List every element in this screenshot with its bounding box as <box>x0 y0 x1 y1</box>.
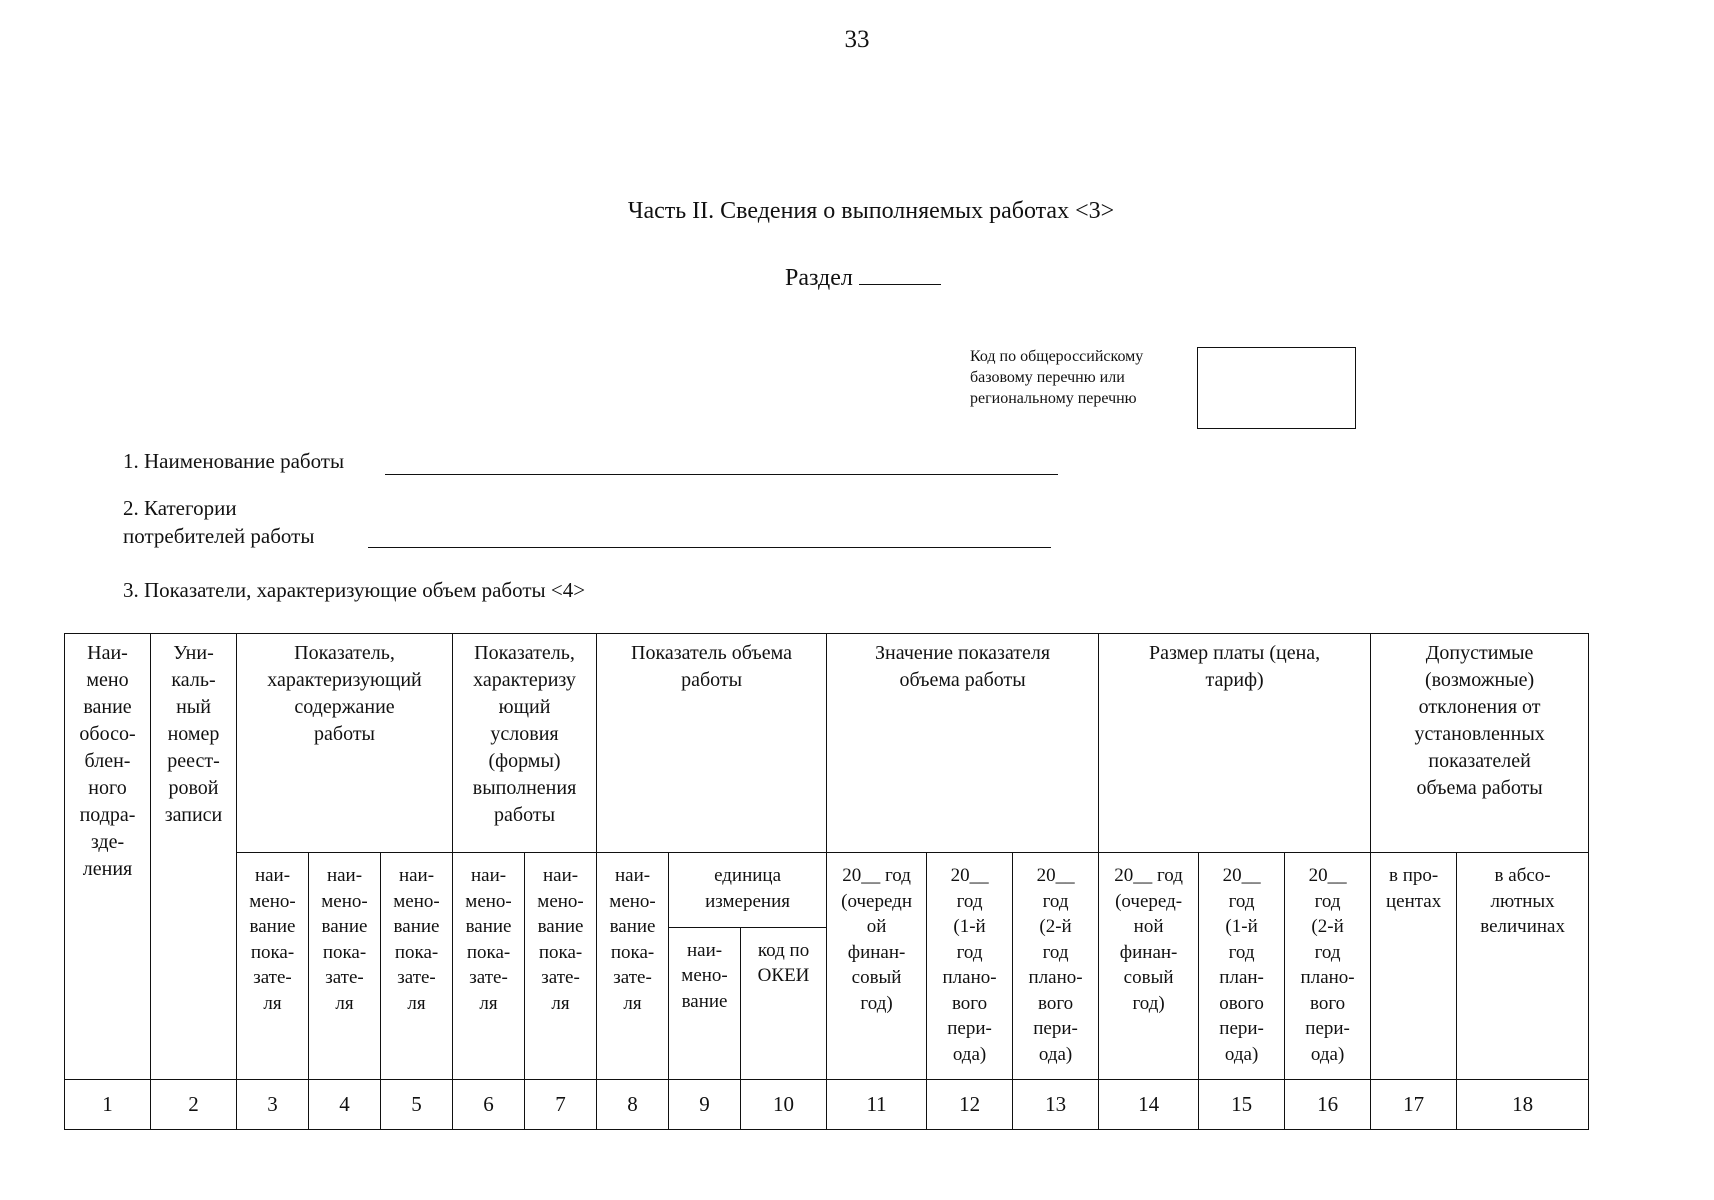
header-fee-amount: Размер платы (цена, тариф) <box>1099 634 1371 853</box>
code-label-line: Код по общероссийскому <box>970 348 1144 365</box>
header-indicator-name: наи- мено- вание пока- зате- ля <box>453 853 525 1079</box>
header-registry-number: Уни- каль- ный номер реест- ровой записи <box>151 634 237 1080</box>
code-box[interactable] <box>1197 347 1356 429</box>
part-title: Часть II. Сведения о выполняемых работах <3> <box>627 198 1115 224</box>
consumer-categories-label: 2. Категории <box>123 496 237 520</box>
header-indicator-name: наи- мено- вание пока- зате- ля <box>237 853 309 1079</box>
header-indicator-name: наи- мено- вание пока- зате- ля <box>597 853 669 1079</box>
header-unit-name: наи- мено- вание <box>669 927 741 1079</box>
column-number: 7 <box>525 1079 597 1129</box>
header-fee-year-plan2: 20__ год (2-й год плано- вого пери- ода) <box>1285 853 1371 1079</box>
column-number: 1 <box>65 1079 151 1129</box>
column-number: 15 <box>1199 1079 1285 1129</box>
header-indicator-name: наи- мено- вание пока- зате- ля <box>525 853 597 1079</box>
column-number: 18 <box>1457 1079 1589 1129</box>
header-deviation-absolute: в абсо- лютных величинах <box>1457 853 1589 1079</box>
column-number: 8 <box>597 1079 669 1129</box>
work-name-label: 1. Наименование работы <box>123 449 345 473</box>
code-label-line: базовому перечню или <box>970 369 1125 386</box>
column-number: 10 <box>741 1079 827 1129</box>
consumer-categories-field[interactable] <box>368 547 1051 548</box>
code-label <box>970 346 1190 409</box>
column-number: 12 <box>927 1079 1013 1129</box>
header-fee-year-plan1: 20__ год (1-й год план- ового пери- ода) <box>1199 853 1285 1079</box>
header-fee-year-current: 20__ год (очеред- ной финан- совый год) <box>1099 853 1199 1079</box>
consumer-categories-label-2: потребителей работы <box>123 524 315 548</box>
header-indicator-value: Значение показателя объема работы <box>827 634 1099 853</box>
header-allowed-deviations: Допустимые (возможные) отклонения от установленных показателей объема работы <box>1371 634 1589 853</box>
header-volume-indicator: Показатель объема работы <box>597 634 827 853</box>
column-number: 2 <box>151 1079 237 1129</box>
section-number-blank[interactable] <box>859 264 941 285</box>
column-number: 16 <box>1285 1079 1371 1129</box>
work-name-field[interactable] <box>385 474 1058 475</box>
section-label: Раздел <box>785 265 853 291</box>
header-value-year-current: 20__ год (очередн ой финан- совый год) <box>827 853 927 1079</box>
code-label-line: региональному перечню <box>970 390 1137 407</box>
column-number: 4 <box>309 1079 381 1129</box>
volume-indicators-table <box>64 633 1589 1130</box>
header-division-name: Наи- мено вание обосо- блен- ного подра- зде- ления <box>65 634 151 1080</box>
column-number: 6 <box>453 1079 525 1129</box>
column-number: 3 <box>237 1079 309 1129</box>
column-number: 14 <box>1099 1079 1199 1129</box>
page-number: 33 <box>844 26 870 53</box>
header-content-indicator: Показатель, характеризующий содержание работы <box>237 634 453 853</box>
volume-indicators-heading: 3. Показатели, характеризующие объем работы <4> <box>123 578 586 602</box>
header-indicator-name: наи- мено- вание пока- зате- ля <box>309 853 381 1079</box>
section-line <box>785 264 941 292</box>
column-number: 9 <box>669 1079 741 1129</box>
header-value-year-plan1: 20__ год (1-й год плано- вого пери- ода) <box>927 853 1013 1079</box>
column-number: 5 <box>381 1079 453 1129</box>
column-number: 17 <box>1371 1079 1457 1129</box>
header-conditions-indicator: Показатель, характеризу ющий условия (формы) выполнения работы <box>453 634 597 853</box>
header-indicator-name: наи- мено- вание пока- зате- ля <box>381 853 453 1079</box>
column-number: 13 <box>1013 1079 1099 1129</box>
column-number: 11 <box>827 1079 927 1129</box>
header-deviation-percent: в про- центах <box>1371 853 1457 1079</box>
header-unit-okei-code: код по ОКЕИ <box>741 927 827 1079</box>
header-unit-of-measure: единица измерения <box>669 853 827 927</box>
header-value-year-plan2: 20__ год (2-й год плано- вого пери- ода) <box>1013 853 1099 1079</box>
